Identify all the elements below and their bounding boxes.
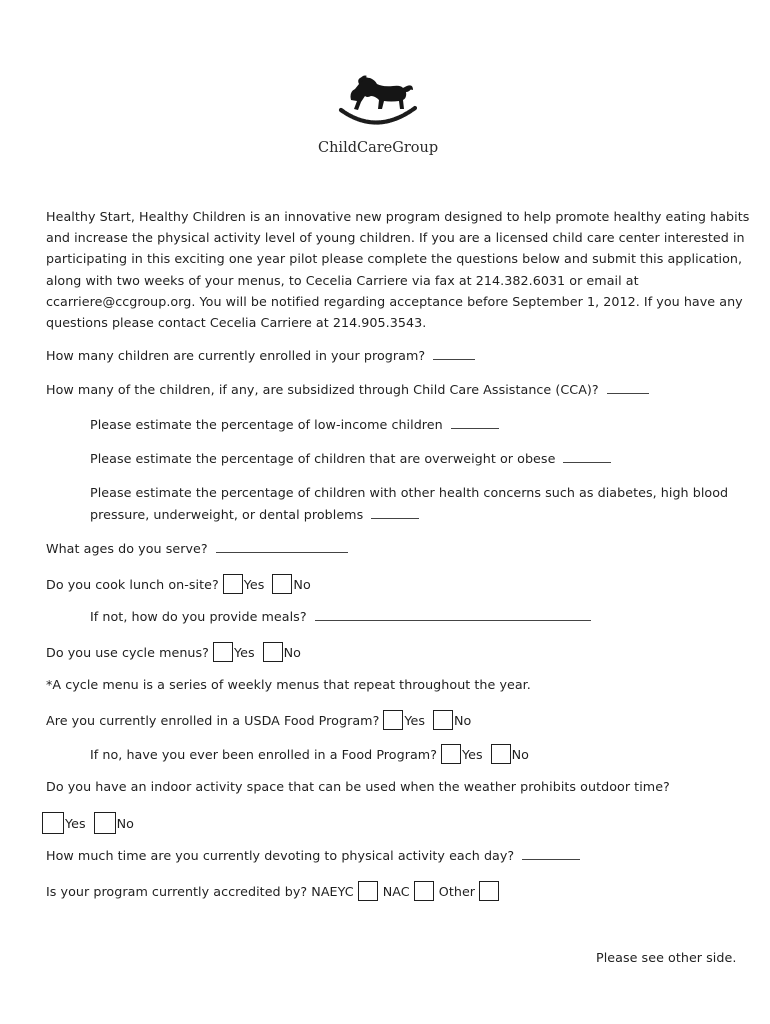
question-label: How many of the children, if any, are subsidized through Child Care Assistance (CCA)?	[46, 382, 599, 397]
cycle-menus-yes-checkbox[interactable]	[213, 642, 233, 662]
option-label: Yes	[233, 645, 255, 660]
usda-yes-checkbox[interactable]	[383, 710, 403, 730]
question-label: Do you cook lunch on-site?	[46, 577, 219, 592]
subsidized-count-field[interactable]	[607, 381, 649, 394]
question-label: How many children are currently enrolled in your program?	[46, 348, 426, 363]
question-label: Do you have an indoor activity space that can be used when the weather prohibits outdoor time?	[46, 779, 670, 794]
question-overweight	[90, 450, 611, 468]
intro-paragraph	[46, 206, 750, 333]
option-label: Yes	[462, 747, 483, 762]
meals-provision-field[interactable]	[315, 608, 591, 621]
option-label: Yes	[65, 816, 86, 831]
cycle-menus-no-checkbox[interactable]	[263, 642, 283, 662]
intro-line: along with two weeks of your menus, to Cecelia Carriere via fax at 214.382.6031 or email at	[46, 272, 639, 288]
ages-served-field[interactable]	[216, 540, 348, 553]
low-income-percent-field[interactable]	[451, 416, 499, 429]
option-label: Other	[438, 884, 476, 899]
question-health-concerns-cont	[90, 506, 419, 524]
rocking-horse-icon	[337, 74, 417, 132]
note-text: *A cycle menu is a series of weekly menus that repeat throughout the year.	[46, 677, 531, 692]
intro-line: questions please contact Cecelia Carriere at 214.905.3543.	[46, 315, 427, 331]
question-ages	[46, 540, 348, 558]
option-label: No	[454, 713, 472, 728]
health-concerns-percent-field[interactable]	[371, 506, 419, 519]
question-label: Are you currently enrolled in a USDA Food Program?	[46, 713, 380, 728]
usda-no-checkbox[interactable]	[433, 710, 453, 730]
indoor-space-no-checkbox[interactable]	[94, 812, 116, 834]
question-health-concerns	[90, 484, 728, 502]
cook-lunch-no-checkbox[interactable]	[272, 574, 292, 594]
usda-ever-yes-checkbox[interactable]	[441, 744, 461, 764]
question-label: Please estimate the percentage of children that are overweight or obese	[90, 451, 556, 466]
brand-name: ChildCareGroup	[318, 140, 439, 156]
question-subsidized	[46, 381, 649, 399]
question-label: Is your program currently accredited by?	[46, 884, 308, 899]
question-indoor-space	[46, 778, 670, 796]
option-label: NAC	[382, 884, 410, 899]
question-cycle-menus	[46, 642, 305, 662]
intro-line: participating in this exciting one year pilot please complete the questions below and submit this application,	[46, 251, 743, 267]
option-label: Yes	[243, 577, 265, 592]
question-label: What ages do you serve?	[46, 541, 208, 556]
option-label: NAEYC	[311, 884, 354, 899]
naeyc-checkbox[interactable]	[358, 881, 378, 901]
activity-time-field[interactable]	[522, 847, 580, 860]
question-usda-ever	[90, 744, 533, 764]
option-label: No	[511, 747, 529, 762]
question-label: Please estimate the percentage of low-income children	[90, 417, 443, 432]
indoor-space-yes-checkbox[interactable]	[42, 812, 64, 834]
question-label: Do you use cycle menus?	[46, 645, 209, 660]
question-label: How much time are you currently devoting to physical activity each day?	[46, 848, 515, 863]
option-label: No	[116, 816, 134, 831]
question-cook-lunch	[46, 574, 315, 594]
question-accredited	[46, 881, 500, 901]
other-accreditation-checkbox[interactable]	[479, 881, 499, 901]
cycle-menu-note	[46, 676, 531, 694]
option-label: No	[293, 577, 311, 592]
question-usda	[46, 710, 475, 730]
option-label: Yes	[404, 713, 425, 728]
cook-lunch-yes-checkbox[interactable]	[223, 574, 243, 594]
intro-line: and increase the physical activity level of young children. If you are a licensed child care center interested in	[46, 230, 745, 246]
footer-note: Please see other side.	[596, 950, 737, 965]
childcaregroup-logo	[318, 74, 439, 164]
question-label: Please estimate the percentage of children with other health concerns such as diabetes, high blood	[90, 485, 729, 500]
option-label: No	[283, 645, 301, 660]
question-low-income	[90, 416, 499, 434]
question-meals	[90, 608, 591, 626]
overweight-percent-field[interactable]	[563, 450, 611, 463]
question-label: pressure, underweight, or dental problems	[90, 507, 364, 522]
intro-line: Healthy Start, Healthy Children is an innovative new program designed to help promote healthy eating habits	[46, 209, 750, 224]
question-activity-time	[46, 847, 580, 865]
nac-checkbox[interactable]	[414, 881, 434, 901]
question-label: If no, have you ever been enrolled in a Food Program?	[90, 747, 437, 762]
usda-ever-no-checkbox[interactable]	[491, 744, 511, 764]
enrolled-count-field[interactable]	[433, 347, 475, 360]
indoor-space-options	[42, 812, 138, 834]
question-enrolled	[46, 347, 475, 365]
question-label: If not, how do you provide meals?	[90, 609, 307, 624]
intro-line: ccarriere@ccgroup.org. You will be notified regarding acceptance before September 1, 2012. If you have any	[46, 293, 743, 309]
